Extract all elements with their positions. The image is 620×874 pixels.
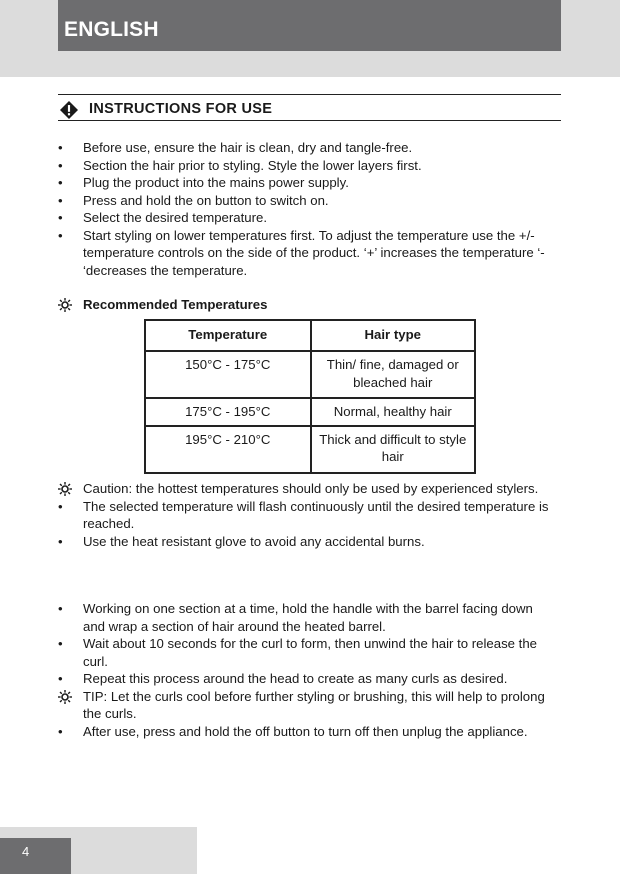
table-row [145,426,475,473]
list-item-text: Use the heat resistant glove to avoid any accidental burns. [83,533,425,549]
warning-icon [60,101,78,119]
recommended-title: Recommended Temperatures [83,297,268,312]
table-row [145,351,475,398]
hair-type-cell: Thin/ fine, damaged or bleached hair [311,351,476,398]
section-title: INSTRUCTIONS FOR USE [89,101,273,117]
bullet: • [58,601,63,616]
sun-icon [58,298,72,312]
temperature-cell: 150°C - 175°C [145,351,311,398]
bullet: • [58,210,63,225]
bullet: • [58,157,63,173]
list-item-text: After use, press and hold the off button to turn off then unplug the appliance. [83,723,528,739]
hair-type-cell: Thick and difficult to style hair [311,426,476,473]
bullet: • [58,140,63,155]
list-item-text: Working on one section at a time, hold the handle with the barrel facing down and wrap a section of hair around the heated barrel. [83,601,533,634]
list-item [58,174,558,192]
list-item [58,139,558,157]
temperature-cell: 175°C - 195°C [145,398,311,426]
curl-instructions-list [58,600,558,740]
list-item [58,635,558,670]
list-item [58,227,558,280]
list-item-text: Start styling on lower temperatures first. To adjust the temperature use the +/- temperature controls on the side of the product. ‘+’ increases the temperature ‘- ‘decreases the temperature. [83,227,545,278]
steps-list [58,139,558,279]
table-header-row [145,320,475,351]
list-item-text: Wait about 10 seconds for the curl to form, then unwind the hair to release the curl. [83,636,538,669]
list-item [58,209,558,227]
list-item-text: The selected temperature will flash continuously until the desired temperature is reached. [83,498,549,531]
list-item [58,498,558,533]
section-header [58,94,561,121]
list-item-text: Caution: the hottest temperatures should only be used by experienced stylers. [83,481,539,496]
list-item [58,480,558,498]
list-item [58,600,558,635]
bullet: • [58,533,63,549]
sun-icon [58,482,72,496]
list-item [58,723,558,741]
header-temperature: Temperature [145,320,311,351]
sun-icon [58,690,72,704]
language-label: ENGLISH [58,0,561,51]
table-row [145,398,475,426]
list-item-text: TIP: Let the curls cool before further styling or brushing, this will help to prolong the curls. [83,688,545,721]
temperature-cell: 195°C - 210°C [145,426,311,473]
bullet: • [58,671,63,686]
list-item-text: Select the desired temperature. [83,210,267,225]
list-item [58,533,558,551]
bullet: • [58,175,63,190]
list-item-text: Section the hair prior to styling. Style the lower layers first. [83,157,422,173]
page-number: 4 [0,838,71,874]
caution-list [58,480,558,550]
list-item-text: Plug the product into the mains power supply. [83,175,349,190]
list-item-text: Press and hold the on button to switch on. [83,192,329,208]
list-item-text: Before use, ensure the hair is clean, dry and tangle-free. [83,140,413,155]
bullet: • [58,498,63,514]
list-item [58,157,558,175]
bullet: • [58,723,63,739]
bullet: • [58,636,63,651]
temperature-table [144,319,476,474]
list-item-text: Repeat this process around the head to create as many curls as desired. [83,671,508,686]
list-item [58,688,558,723]
bullet: • [58,227,63,243]
header-hair-type: Hair type [311,320,476,351]
list-item [58,192,558,210]
list-item [58,670,558,688]
bullet: • [58,192,63,208]
hair-type-cell: Normal, healthy hair [311,398,476,426]
